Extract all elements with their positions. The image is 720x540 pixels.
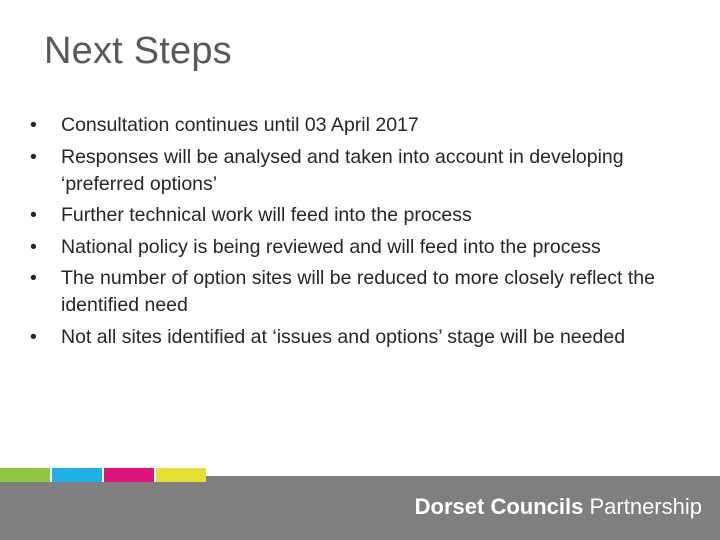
- bullet-dot-icon: •: [30, 204, 37, 226]
- bullet-item: [30, 144, 700, 198]
- bullet-dot-icon: •: [30, 114, 37, 136]
- brand-name-light: Partnership: [589, 494, 702, 519]
- footer-logo: [415, 494, 702, 520]
- bullet-dot-icon: •: [30, 325, 37, 348]
- bullet-item: [30, 202, 700, 229]
- stripe-blue: [52, 468, 102, 482]
- bullet-text: Consultation continues until 03 April 2017: [61, 114, 419, 136]
- bullet-item: [30, 112, 700, 139]
- bullet-item: [30, 324, 700, 351]
- bullet-dot-icon: •: [30, 267, 37, 289]
- bullet-item: [30, 234, 700, 261]
- bullet-text: Further technical work will feed into the process: [61, 204, 472, 226]
- bullet-item: [30, 265, 700, 319]
- stripe-magenta: [104, 468, 154, 482]
- bullet-text: National policy is being reviewed and will feed into the process: [61, 235, 601, 258]
- bullet-list: [30, 112, 700, 355]
- slide-title: Next Steps: [44, 30, 232, 72]
- brand-name-bold: Dorset Councils: [414, 494, 584, 519]
- bullet-text: The number of option sites will be reduced to more closely reflect the identified need: [61, 267, 655, 316]
- stripe-yellow: [156, 468, 206, 482]
- stripe-green: [0, 468, 50, 482]
- bullet-dot-icon: •: [30, 235, 37, 258]
- bullet-text: Responses will be analysed and taken into account in developing ‘preferred options’: [61, 145, 624, 195]
- bullet-dot-icon: •: [30, 145, 37, 168]
- bullet-text: Not all sites identified at ‘issues and options’ stage will be needed: [61, 325, 626, 348]
